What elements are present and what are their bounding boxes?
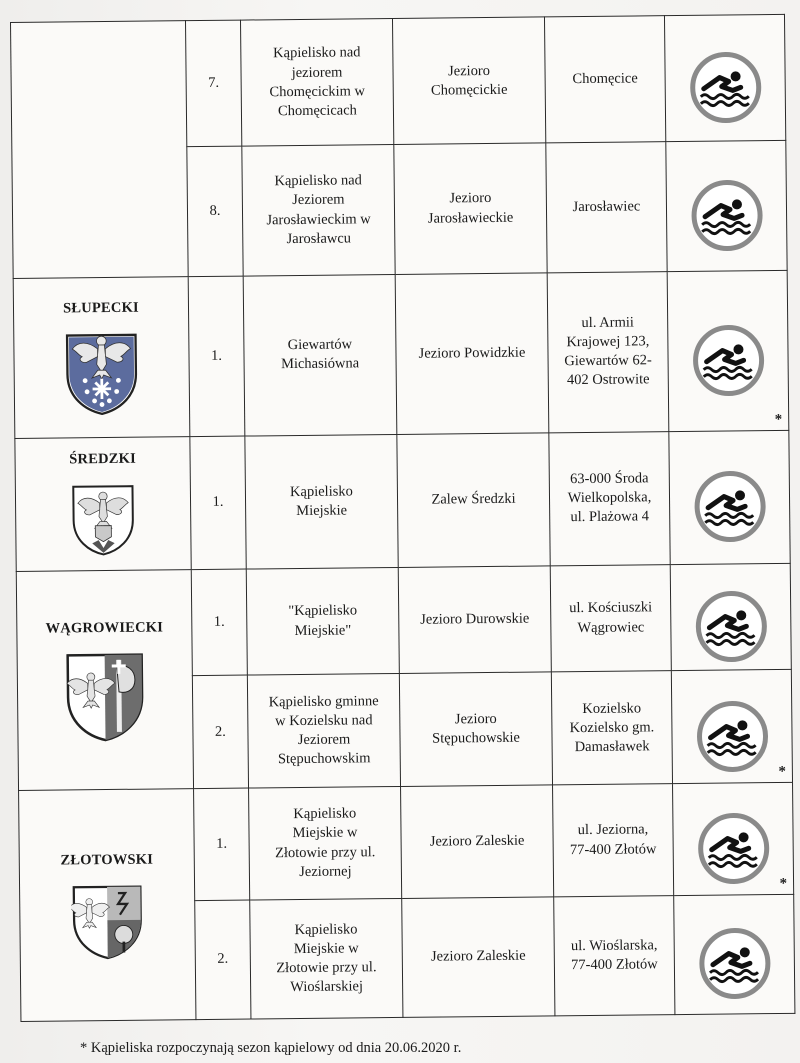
table-row	[11, 14, 786, 148]
sign-cell	[673, 764, 794, 895]
water-body: Jezioro Zaleskie	[401, 785, 554, 898]
table-row	[13, 270, 789, 438]
swimming-icon	[672, 159, 780, 253]
powiat-name: ŚREDZKI	[69, 450, 136, 468]
bathing-site-name: Kąpielisko nad jeziorem Chomęcickim w Chomęcicach	[240, 18, 393, 146]
address: Kozielsko Kozielsko gm. Damasławek	[551, 671, 672, 785]
bathing-site-name: Kąpielisko Miejskie	[245, 434, 398, 569]
swimming-icon	[677, 570, 785, 664]
water-body: Jezioro Stępuchowskie	[399, 672, 552, 787]
row-number: 1.	[194, 788, 250, 900]
address: ul. Kościuszki Wągrowiec	[550, 565, 671, 672]
row-number: 1.	[191, 569, 247, 676]
coat-of-arms-icon	[22, 483, 185, 559]
address: ul. Armii Krajowej 123, Giewartów 62- 402 Ostrowite	[547, 271, 669, 432]
row-number: 1.	[190, 436, 246, 570]
sign-cell	[664, 14, 785, 142]
sign-cell	[667, 270, 789, 431]
sign-cell	[666, 141, 787, 272]
sign-cell	[671, 670, 792, 784]
table-row	[15, 430, 790, 572]
season-note-marker: *	[779, 875, 788, 892]
water-body: Zalew Średzki	[397, 432, 550, 567]
bathing-site-name: Kąpielisko Miejskie w Złotowie przy ul. Wioślarskiej	[250, 898, 403, 1019]
address: Jarosławiec	[546, 142, 667, 273]
address: ul. Wioślarska, 77-400 Złotów	[554, 895, 675, 1016]
water-body: Jezioro Chomęcickie	[392, 17, 545, 145]
footnote: * Kąpieliska rozpoczynają sezon kąpielowy od dnia 20.06.2020 r.	[80, 1040, 462, 1056]
powiat-cell	[15, 436, 191, 571]
bathing-sites-table	[10, 14, 795, 1022]
row-number: 7.	[185, 20, 241, 147]
powiat-cell	[19, 789, 196, 1021]
address: Chomęcice	[544, 16, 665, 144]
season-note-marker: *	[778, 764, 786, 781]
table-row	[16, 563, 791, 677]
coat-of-arms-icon	[26, 883, 189, 961]
bathing-site-name: Kąpielisko gminne w Kozielsku nad Jeziorem Stępuchowskim	[247, 674, 400, 789]
table-body	[11, 14, 795, 1021]
season-note-marker: *	[774, 411, 783, 428]
swimming-icon	[671, 31, 779, 125]
swimming-icon	[679, 792, 787, 886]
coat-of-arms-icon	[20, 331, 183, 417]
swimming-icon	[676, 450, 784, 544]
row-number: 2.	[192, 675, 248, 789]
table-row	[19, 783, 794, 902]
water-body: Jezioro Jarosławieckie	[394, 143, 547, 274]
sign-cell	[670, 563, 791, 670]
powiat-cell	[13, 276, 190, 438]
row-number: 1.	[188, 276, 245, 436]
address: 63-000 Środa Wielkopolska, ul. Plażowa 4	[549, 431, 670, 566]
swimming-icon	[678, 680, 786, 774]
swimming-icon	[680, 907, 788, 1001]
row-number: 2.	[195, 900, 251, 1020]
water-body: Jezioro Zaleskie	[402, 896, 555, 1017]
row-number: 8.	[187, 146, 243, 276]
swimming-icon	[674, 304, 782, 398]
bathing-site-name: Giewartów Michasiówna	[243, 274, 397, 435]
address: ul. Jeziorna, 77-400 Złotów	[553, 784, 674, 896]
powiat-cell	[11, 21, 189, 279]
powiat-name: SŁUPECKI	[63, 299, 139, 317]
powiat-name: ZŁOTOWSKI	[60, 851, 154, 869]
bathing-site-name: Kąpielisko nad Jeziorem Jarosławieckim w Jarosławcu	[242, 145, 395, 276]
powiat-cell	[16, 570, 193, 791]
water-body: Jezioro Durowskie	[398, 566, 551, 674]
sign-cell	[674, 875, 795, 1015]
bathing-site-name: "Kąpielisko Miejskie"	[246, 567, 399, 675]
coat-of-arms-icon	[24, 651, 187, 743]
water-body: Jezioro Powidzkie	[395, 273, 549, 434]
powiat-name: WĄGROWIECKI	[45, 619, 164, 637]
sign-cell	[669, 411, 790, 565]
bathing-site-name: Kąpielisko Miejskie w Złotowie przy ul. Jeziornej	[249, 787, 402, 900]
